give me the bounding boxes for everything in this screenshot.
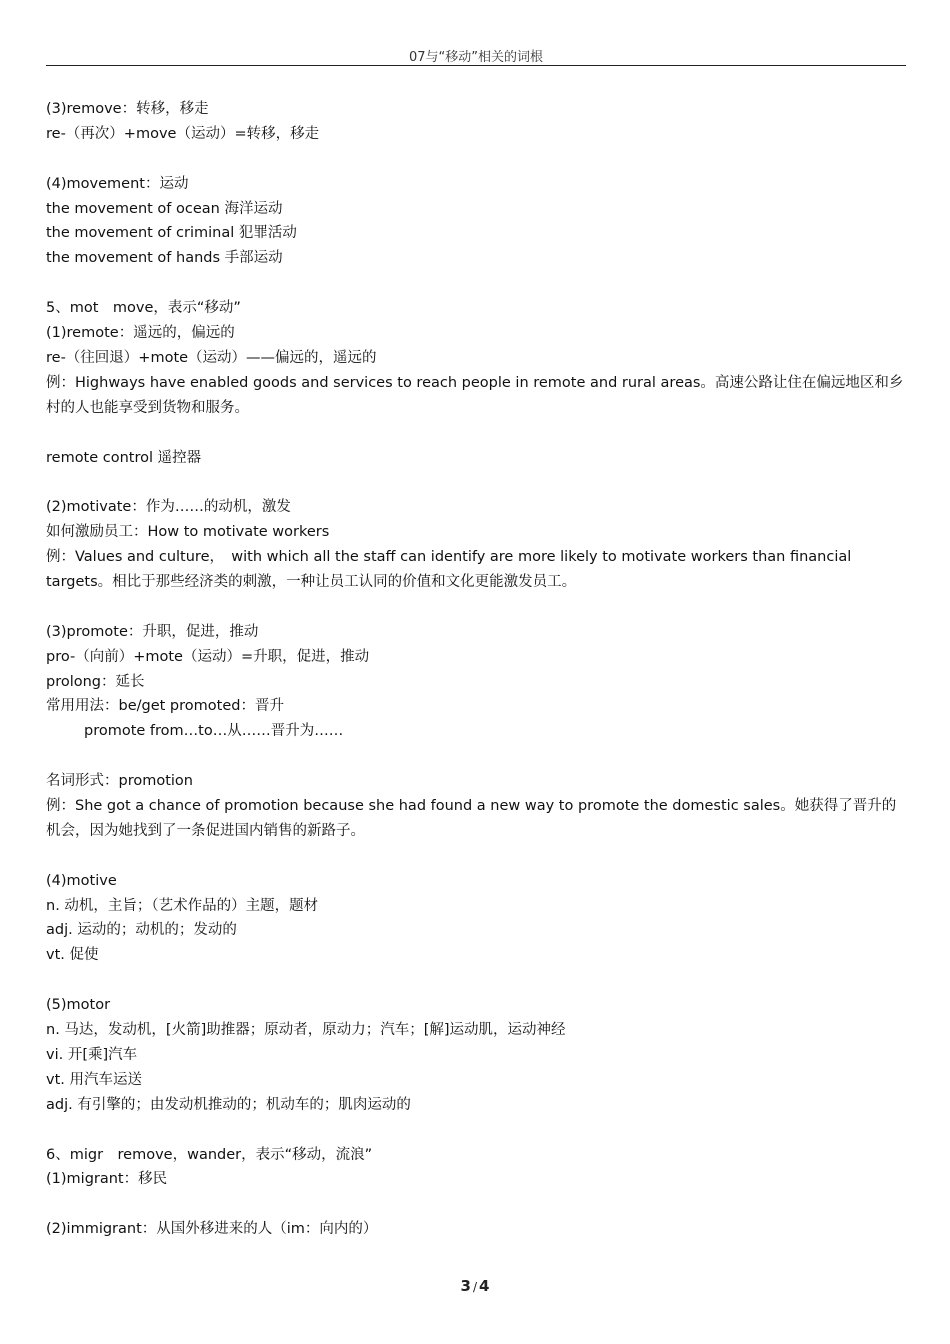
text-line: (2)motivate：作为……的动机，激发	[46, 499, 291, 516]
blank-line	[46, 421, 908, 446]
blank-line	[46, 844, 908, 869]
text-line: re-（往回退）+mote（运动）——偏远的，遥远的	[46, 349, 377, 366]
blank-line	[46, 595, 908, 620]
text-line: (1)remote：遥远的，偏远的	[46, 325, 235, 342]
document-body	[46, 97, 908, 1242]
text-line: adj. 运动的；动机的；发动的	[46, 922, 237, 939]
text-line: n. 马达，发动机，[火箭]助推器；原动者，原动力；汽车；[解]运动肌，运动神经	[46, 1022, 566, 1039]
current-page: 3	[460, 1277, 471, 1295]
text-line: vt. 用汽车运送	[46, 1071, 142, 1088]
text-line: 5、mot move，表示“移动”	[46, 300, 241, 317]
text-line: n. 动机，主旨；（艺术作品的）主题，题材	[46, 897, 319, 914]
text-line: re-（再次）+move（运动）=转移，移走	[46, 125, 320, 142]
text-line: (5)motor	[46, 997, 111, 1014]
text-line: the movement of criminal 犯罪活动	[46, 225, 297, 242]
blank-line	[46, 470, 908, 495]
text-line: the movement of hands 手部运动	[46, 250, 283, 267]
page-number	[0, 1277, 950, 1295]
text-line: 名词形式：promotion	[46, 773, 193, 790]
blank-line	[46, 1118, 908, 1143]
text-line: 常用用法：be/get promoted：晋升	[46, 698, 284, 715]
text-line: adj. 有引擎的；由发动机推动的；机动车的；肌肉运动的	[46, 1096, 411, 1113]
text-line: pro-（向前）+mote（运动）=升职，促进，推动	[46, 648, 370, 665]
text-line: 如何激励员工：How to motivate workers	[46, 524, 330, 541]
blank-line	[46, 1192, 908, 1217]
blank-line	[46, 271, 908, 296]
text-line: the movement of ocean 海洋运动	[46, 200, 283, 217]
blank-line	[46, 744, 908, 769]
example-paragraph: 例：Highways have enabled goods and services to reach people in remote and rural areas。高速公路让住在偏远地区和乡村的人也能享受到货物和服务。	[46, 374, 904, 416]
page-header: 07与“移动”相关的词根	[46, 46, 906, 66]
text-line: (2)immigrant：从国外移进来的人（im：向内的）	[46, 1221, 378, 1238]
blank-line	[46, 147, 908, 172]
text-line: prolong：延长	[46, 673, 145, 690]
text-line: (4)motive	[46, 872, 117, 889]
text-line: (3)promote：升职，促进，推动	[46, 623, 259, 640]
text-line: remote control 遥控器	[46, 449, 202, 466]
example-paragraph: 例：Values and culture， with which all the staff can identify are more likely to motivate workers than financial targets。相比于那些经济类的刺激，一种让员工认同的价值和文化更能激发员工。	[46, 549, 852, 590]
text-line: (1)migrant：移民	[46, 1171, 168, 1188]
text-line: (4)movement：运动	[46, 175, 189, 192]
blank-line	[46, 968, 908, 993]
page-separator: /	[472, 1280, 478, 1294]
total-pages: 4	[479, 1277, 490, 1295]
example-paragraph: 例：She got a chance of promotion because she had found a new way to promote the domestic sales。她获得了晋升的机会，因为她找到了一条促进国内销售的新路子。	[46, 798, 897, 839]
text-line: vt. 促使	[46, 947, 99, 964]
text-line: promote from…to…从……晋升为……	[84, 723, 344, 740]
text-line: 6、migr remove，wander，表示“移动，流浪”	[46, 1146, 373, 1163]
text-line: (3)remove：转移，移走	[46, 101, 209, 117]
text-line: vi. 开[乘]汽车	[46, 1046, 138, 1063]
